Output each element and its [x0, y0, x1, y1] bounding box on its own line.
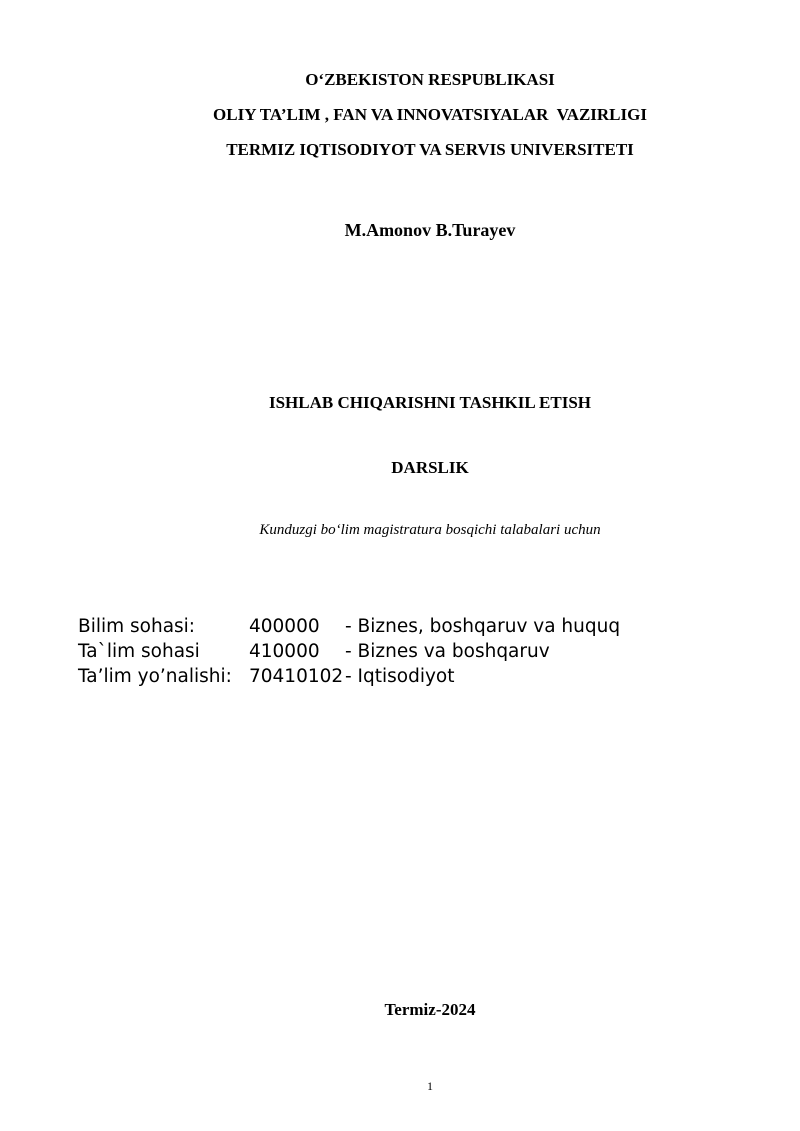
ministry-name-heading: OLIY TA’LIM , FAN VA INNOVATSIYALAR VAZIRLIGI	[213, 105, 647, 124]
classification-row-area	[78, 639, 620, 664]
classification-code: 400000	[249, 616, 320, 637]
place-year: Termiz-2024	[384, 1000, 476, 1019]
classification-label: Ta`lim sohasi	[78, 641, 200, 662]
classification-label: Bilim sohasi:	[78, 616, 196, 637]
ministry-country-heading: O‘ZBEKISTON RESPUBLIKASI	[305, 70, 555, 89]
university-name-heading: TERMIZ IQTISODIYOT VA SERVIS UNIVERSITETI	[226, 140, 634, 159]
classification-row-direction	[78, 664, 620, 689]
audience-note: Kunduzgi bo‘lim magistratura bosqichi talabalari uchun	[259, 522, 601, 538]
classification-label: Ta’lim yo’nalishi:	[78, 666, 232, 687]
book-type: DARSLIK	[391, 458, 469, 477]
classification-table	[78, 614, 620, 689]
page-number: 1	[427, 1079, 433, 1093]
classification-value: - Biznes va boshqaruv	[345, 641, 550, 662]
classification-row-field	[78, 614, 620, 639]
classification-value: - Biznes, boshqaruv va huquq	[345, 616, 621, 637]
classification-code: 70410102	[249, 666, 344, 687]
book-title: ISHLAB CHIQARISHNI TASHKIL ETISH	[268, 393, 591, 412]
classification-code: 410000	[249, 641, 320, 662]
classification-value: - Iqtisodiyot	[345, 666, 455, 687]
authors: M.Amonov B.Turayev	[344, 220, 516, 240]
